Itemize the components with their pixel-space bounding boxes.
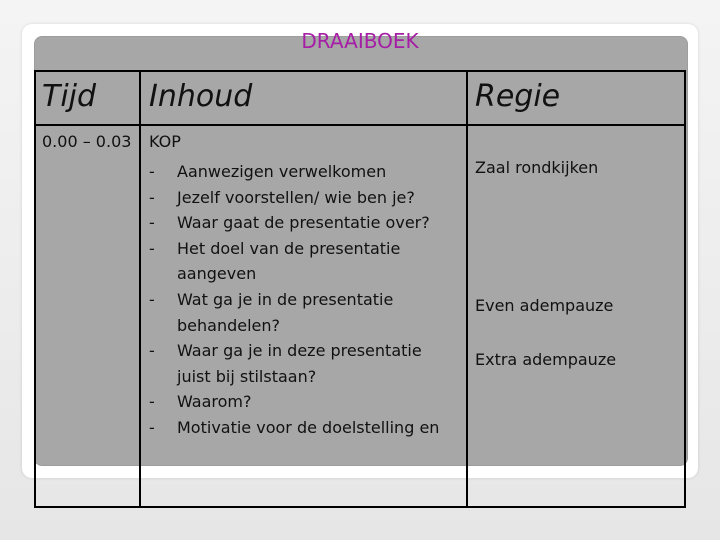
time-cell: 0.00 – 0.03 xyxy=(42,132,132,151)
list-item-text: Aanwezigen verwelkomen xyxy=(177,162,387,181)
list-item xyxy=(149,185,459,211)
bullet-dash-icon: - xyxy=(149,187,155,207)
list-item-text: Waar gaat de presentatie over? xyxy=(177,213,430,233)
regie-note-1: Zaal rondkijken xyxy=(475,158,599,177)
list-item-text: Jezelf voorstellen/ wie ben je? xyxy=(177,187,415,207)
list-item xyxy=(149,210,459,236)
page-title: DRAAIBOEK xyxy=(301,29,419,53)
bullet-dash-icon: - xyxy=(149,289,155,309)
list-item-text: Waar ga je in deze presentatie juist bij stilstaan? xyxy=(177,341,422,386)
content-list xyxy=(149,159,459,441)
list-item xyxy=(149,415,459,441)
content-title: KOP xyxy=(149,132,181,151)
table-header-regie: Regie xyxy=(475,79,561,114)
table-header-inhoud: Inhoud xyxy=(149,79,253,114)
list-item-text: Het doel van de presentatie aangeven xyxy=(177,238,401,284)
list-item xyxy=(149,236,459,287)
content-cell xyxy=(149,126,461,466)
list-item-text: Wat ga je in de presentatie behandelen? xyxy=(177,289,394,335)
regie-note-2: Even adempauze xyxy=(475,296,614,315)
list-item-text: Motivatie voor de doelstelling en xyxy=(177,417,440,437)
regie-note-3: Extra adempauze xyxy=(475,350,617,369)
list-item xyxy=(149,159,459,185)
list-item-text: Waarom? xyxy=(177,392,252,412)
list-item xyxy=(149,338,459,389)
bullet-dash-icon: - xyxy=(149,238,155,258)
bullet-dash-icon: - xyxy=(149,162,155,181)
table-header-tijd: Tijd xyxy=(42,79,97,114)
bullet-dash-icon: - xyxy=(149,392,155,412)
bullet-dash-icon: - xyxy=(149,417,155,437)
bullet-dash-icon: - xyxy=(149,213,155,233)
table-divider-vertical-2 xyxy=(466,70,468,508)
table-divider-vertical-1 xyxy=(139,70,141,508)
list-item xyxy=(149,389,459,415)
bullet-dash-icon: - xyxy=(149,341,155,361)
list-item xyxy=(149,287,459,338)
